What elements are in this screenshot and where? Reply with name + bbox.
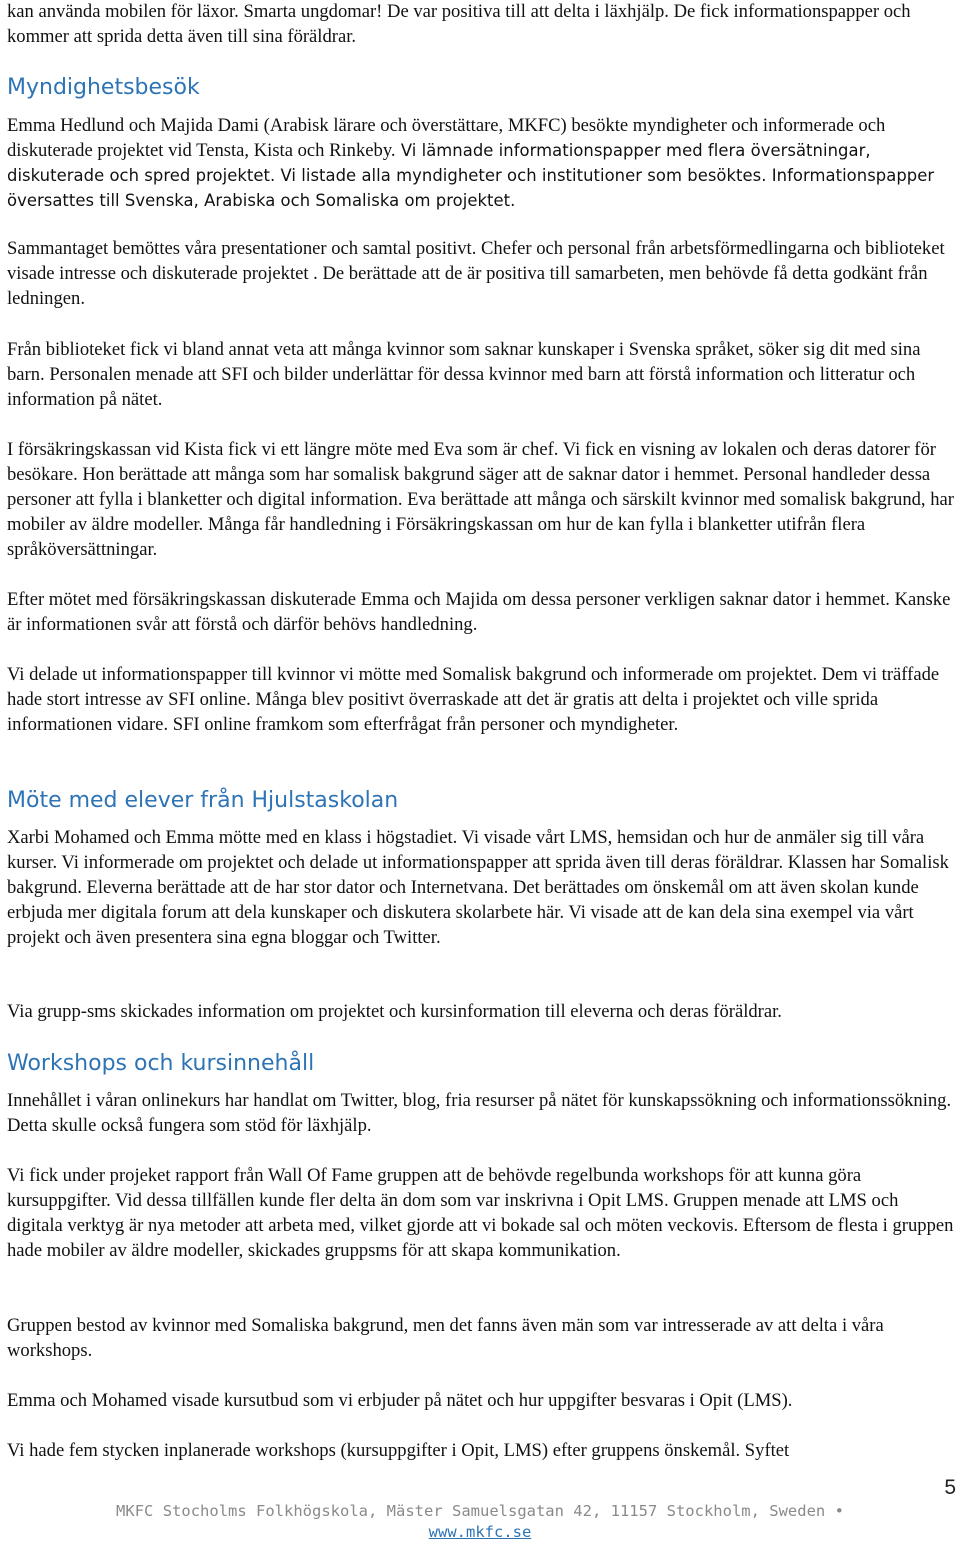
paragraph-sans-part: Vi lämnade informationspapper med flera översätningar, diskuterade och spred projektet. Vi listade alla myndigheter och institutioner som besöktes. Informationspapper översattes till Svenska, Arabiska och Somaliska om projektet. [7,140,935,210]
paragraph: Efter mötet med försäkringskassan diskuterade Emma och Majida om dessa personer verkligen saknar dator i hemmet. Kanske är informationen svår att förstå och därför behövs handledning. [7,589,951,635]
intro-paragraph: kan använda mobilen för läxor. Smarta ungdomar! De var positiva till att delta i läxhjälp. De fick informationspapper och kommer att sprida detta även till sina föräldrar. [7,1,911,47]
heading-hjulstaskolan: Möte med elever från Hjulstaskolan [7,788,399,813]
paragraph: Från biblioteket fick vi bland annat veta att många kvinnor som saknar kunskaper i Svenska språket, söker sig dit med sina barn. Personalen menade att SFI och bilder underlättar för dessa kvinnor med barn att förstå information och litteratur och information på nätet. [7,339,921,410]
paragraph: Vi hade fem stycken inplanerade workshops (kursuppgifter i Opit, LMS) efter gruppens önskemål. Syftet [7,1440,790,1461]
paragraph: Innehållet i våran onlinekurs har handlat om Twitter, blog, fria resurser på nätet för kunskapssökning och informationssökning. Detta skulle också fungera som stöd för läxhjälp. [7,1090,952,1136]
paragraph: Vi delade ut informationspapper till kvinnor vi mötte med Somalisk bakgrund och informerade om projektet. Dem vi träffade hade stort intresse av SFI online. Många blev positivt överraskade att det är gratis att delta i projektet och ville sprida informationen vidare. SFI online framkom som efterfrågat från personer och myndigheter. [7,664,940,735]
page-number: 5 [944,1476,956,1499]
paragraph: I försäkringskassan vid Kista fick vi ett längre möte med Eva som är chef. Vi fick en visning av lokalen och deras datorer för besökare. Hon berättade att många som har somalisk bakgrund säger att de saknar dator i hemmet. Personal handleder dessa personer att fylla i blanketter och digital information. Eva berättade att många och särskilt kvinnor med somalisk bakgrund, har mobiler av äldre modeller. Många får handledning i Försäkringskassan om hur de kan fylla i blanketter utifrån flera språköversättningar. [7,439,954,560]
paragraph: Sammantaget bemöttes våra presentationer och samtal positivt. Chefer och personal från arbetsförmedlingarna och biblioteket visade intresse och diskuterade projektet . De berättade att de är positiva till samarbeten, men behövde få detta godkänt från ledningen. [7,238,945,309]
paragraph-serif-part: Emma Hedlund och Majida Dami (Arabisk lärare och överstättare, MKFC) besökte myndigheter och informerade och diskuterade projektet vid Tensta, Kista och Rinkeby. [7,115,886,161]
footer [0,1501,960,1543]
footer-address: MKFC Stocholms Folkhögskola, Mäster Samuelsgatan 42, 11157 Stockholm, Sweden • [116,1502,844,1520]
paragraph: Via grupp-sms skickades information om projektet och kursinformation till eleverna och deras föräldrar. [7,1001,782,1022]
heading-workshops: Workshops och kursinnehåll [7,1051,315,1076]
paragraph: Vi fick under projeket rapport från Wall Of Fame gruppen att de behövde regelbunda workshops för att kunna göra kursuppgifter. Vid dessa tillfällen kunde fler delta än dom som var inskrivna i Opit LMS. Gruppen menade att LMS och digitala verktyg är nya metoder att arbeta med, vilket gjorde att vi bokade sal och möten veckovis. Eftersom de flesta i gruppen hade mobiler av äldre modeller, skickades gruppsms för att skapa kommunikation. [7,1165,954,1261]
footer-link[interactable]: www.mkfc.se [428,1523,532,1541]
heading-myndighetsbesok: Myndighetsbesök [7,75,200,100]
paragraph: Gruppen bestod av kvinnor med Somaliska bakgrund, men det fanns även män som var intresserade av att delta i våra workshops. [7,1315,884,1361]
paragraph: Xarbi Mohamed och Emma mötte med en klass i högstadiet. Vi visade vårt LMS, hemsidan och hur de anmäler sig till våra kurser. Vi informerade om projektet och delade ut informationspapper att sprida även till deras föräldrar. Klassen har Somalisk bakgrund. Eleverna berättade att de har stor dator och Internetvana. Det berättades om önskemål om att även skolan kunde erbjuda mer digitala forum att dela kunskaper och diskutera skolarbete här. Vi visade att de kan dela sina exempel via vårt projekt och även presentera sina egna bloggar och Twitter. [7,827,949,948]
paragraph: Emma och Mohamed visade kursutbud som vi erbjuder på nätet och hur uppgifter besvaras i Opit (LMS). [7,1390,793,1411]
paragraph [7,114,957,214]
